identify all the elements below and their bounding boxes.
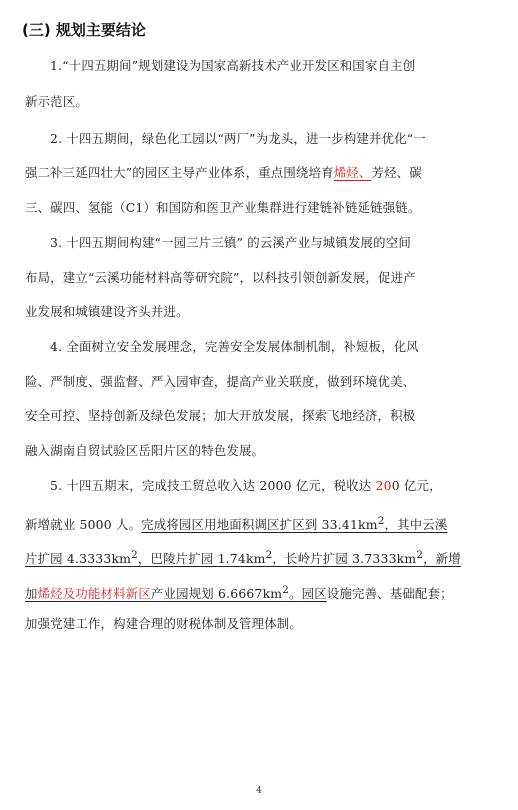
paragraph-5-text: 新增就业 5000 人。 bbox=[25, 517, 142, 533]
paragraph-5-line-4 bbox=[25, 580, 500, 604]
paragraph-3-line-2: 布局，建立“云溪功能材料高等研究院”，以科技引领创新发展，促进产 bbox=[25, 270, 416, 285]
highlight-tax-value: 20 bbox=[375, 478, 392, 493]
paragraph-2-line-2 bbox=[25, 163, 500, 183]
superscript: 2 bbox=[282, 584, 290, 596]
highlight-new-district: 烯烃及功能材料新区 bbox=[37, 586, 151, 602]
superscript: 2 bbox=[377, 515, 385, 527]
paragraph-3-line-1: 3. 十四五期间构建“一园三片三镇” 的云溪产业与城镇发展的空间 bbox=[50, 235, 411, 250]
underlined-segment: 园区 bbox=[301, 586, 327, 602]
paragraph-3-line-3: 业发展和城镇建设齐头并进。 bbox=[25, 304, 189, 319]
underlined-segment: 。 bbox=[289, 586, 302, 602]
superscript: 2 bbox=[131, 549, 138, 561]
paragraph-5-line-5: 加强党建工作，构建合理的财税体制及管理体制。 bbox=[25, 616, 302, 631]
superscript: 2 bbox=[416, 549, 424, 561]
paragraph-1-line-1: 1.“十四五期间”规划建设为国家高新技术产业开发区和国家自主创 bbox=[50, 58, 416, 73]
underlined-segment: 片扩园 4.3333km bbox=[25, 551, 132, 567]
underlined-text bbox=[25, 586, 327, 601]
paragraph-2-line-1: 2. 十四五期间，绿色化工园以“两厂”为龙头，进一步构建并优化“一 bbox=[50, 131, 426, 146]
underlined-segment: ，巴陵片扩园 1.74km bbox=[137, 551, 266, 567]
paragraph-5-text: 0 亿元， bbox=[391, 478, 442, 493]
paragraph-5-text: 5. 十四五期末，完成技工贸总收入达 2000 亿元，税收达 bbox=[50, 478, 376, 493]
section-heading: (三) 规划主要结论 bbox=[22, 21, 146, 39]
underlined-text bbox=[25, 551, 461, 566]
paragraph-5-text: 设施完善、基础配套； bbox=[326, 586, 453, 602]
paragraph-5-line-1 bbox=[50, 476, 500, 496]
paragraph-2-text: 芳烃、碳 bbox=[371, 165, 422, 180]
underlined-segment: 产业园规划 6.6667km bbox=[150, 586, 283, 602]
paragraph-4-line-3: 安全可控、坚持创新及绿色发展；加大开放发展，探索飞地经济，积极 bbox=[25, 408, 416, 423]
underlined-segment: 完成将园区用地面积调区扩区到 33.41km bbox=[141, 517, 378, 533]
underlined-segment: ，长岭片扩园 3.7333km bbox=[272, 551, 417, 567]
paragraph-2-line-3: 三、碳四、氢能（C1）和国防和医卫产业集群进行建链补链延链强链。 bbox=[25, 200, 421, 215]
underlined-segment: ，新增 bbox=[423, 551, 461, 567]
paragraph-4-line-4: 融入湖南自贸试验区岳阳片区的特色发展。 bbox=[25, 443, 265, 458]
paragraph-1-line-2: 新示范区。 bbox=[25, 94, 88, 109]
highlight-olefin: 烯烃、 bbox=[333, 165, 372, 180]
underlined-segment: 加 bbox=[25, 586, 38, 602]
underlined-segment: ，其中云溪 bbox=[384, 517, 448, 533]
paragraph-4-line-2: 险、严制度、强监督、严入园审查，提高产业关联度，做到环境优美、 bbox=[25, 374, 416, 389]
page-number: 4 bbox=[256, 786, 262, 796]
paragraph-5-line-2 bbox=[25, 511, 500, 535]
paragraph-2-text: 强二补三延四壮大”的园区主导产业体系，重点围绕培育 bbox=[25, 165, 334, 180]
paragraph-4-line-1: 4. 全面树立安全发展理念，完善安全发展体制机制，补短板，化风 bbox=[50, 339, 419, 354]
superscript: 2 bbox=[265, 549, 273, 561]
paragraph-5-line-3 bbox=[25, 545, 500, 569]
underlined-text bbox=[141, 517, 447, 532]
